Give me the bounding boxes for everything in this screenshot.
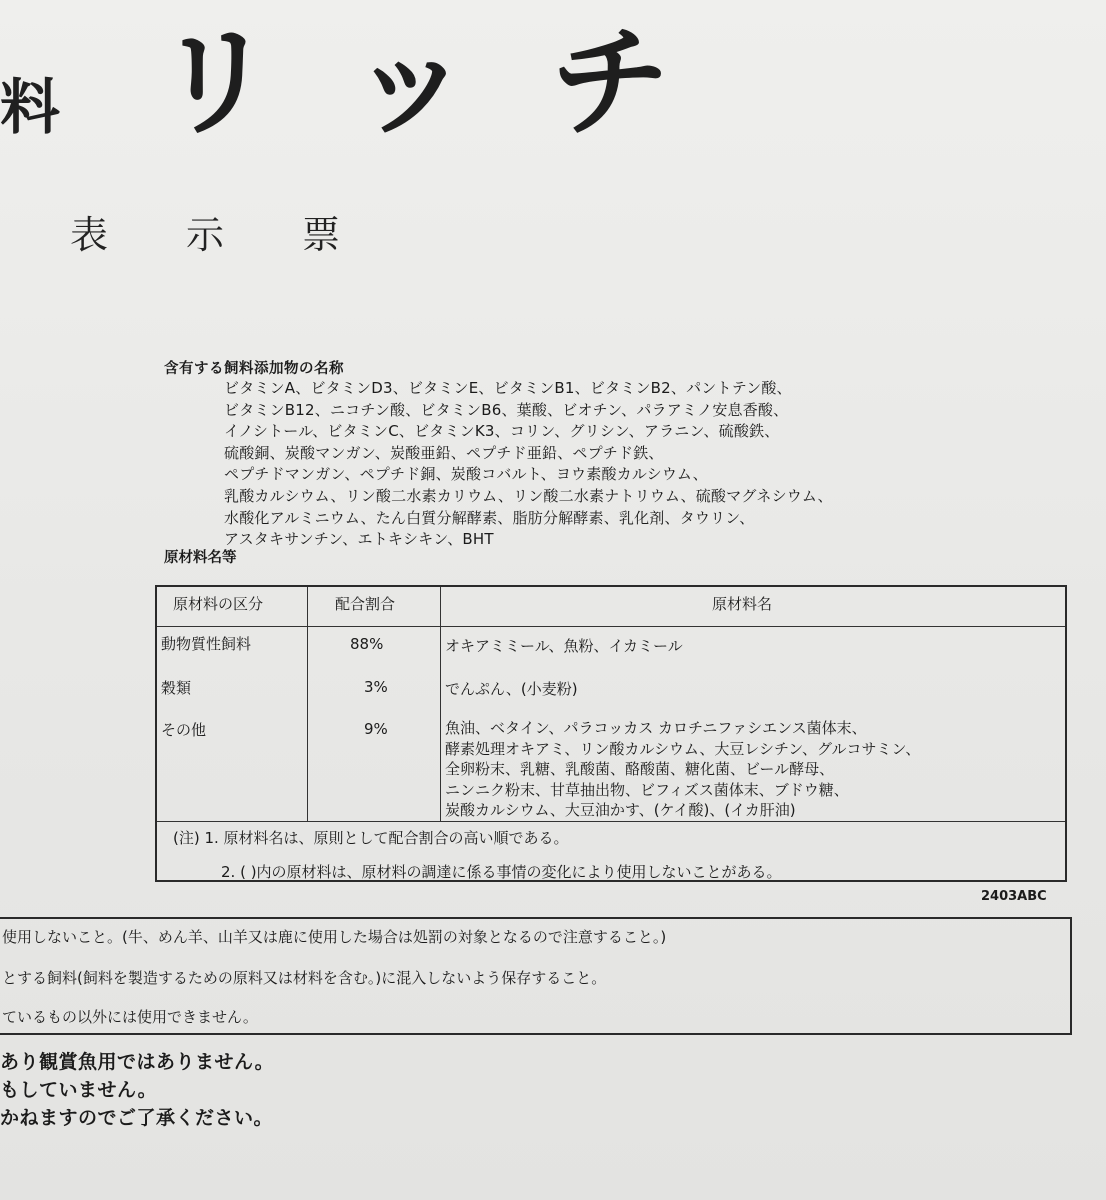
ingredient-line: 全卵粉末、乳糖、乳酸菌、酪酸菌、糖化菌、ビール酵母、: [445, 760, 835, 778]
table-cell-ratio: 88%: [350, 635, 384, 653]
table-header-category: 原材料の区分: [173, 595, 264, 613]
additives-heading: 含有する飼料添加物の名称: [164, 361, 344, 377]
bottom-note: かねますのでご了承ください。: [0, 1107, 274, 1129]
table-cell-names: オキアミミール、魚粉、イカミール: [445, 637, 683, 655]
table-note: (注) 1. 原材料名は、原則として配合割合の高い順である。: [173, 829, 569, 847]
table-cell-category: 穀類: [161, 679, 192, 697]
materials-heading: 原材料名等: [164, 550, 237, 566]
table-cell-category: その他: [161, 721, 207, 739]
additives-line: ペプチドマンガン、ペプチド銅、炭酸コバルト、ヨウ素酸カルシウム、: [224, 465, 708, 484]
additives-line: 水酸化アルミニウム、たん白質分解酵素、脂肪分解酵素、乳化剤、タウリン、: [224, 508, 755, 527]
product-title: リッチ: [155, 14, 751, 153]
warning-line: 使用しないこと。(牛、めん羊、山羊又は鹿に使用した場合は処罰の対象となるので注意すること。): [2, 928, 667, 946]
warning-line: とする飼料(飼料を製造するための原料又は材料を含む。)に混入しないよう保存すること。: [2, 969, 607, 987]
ingredient-line: ニンニク粉末、甘草抽出物、ビフィズス菌体末、ブドウ糖、: [445, 780, 849, 799]
additives-line: 乳酸カルシウム、リン酸二水素カリウム、リン酸二水素ナトリウム、硫酸マグネシウム、: [224, 486, 833, 505]
bottom-note: あり観賞魚用ではありません。: [0, 1051, 275, 1073]
lot-code: 2403ABC: [981, 889, 1047, 904]
additives-line: アスタキサンチン、エトキシキン、BHT: [224, 530, 494, 549]
table-notes-divider: [157, 821, 1065, 822]
table-column-divider: [307, 587, 308, 822]
additives-line: イノシトール、ビタミンC、ビタミンK3、コリン、グリシン、アラニン、硫酸鉄、: [224, 422, 780, 441]
ingredient-line: 酵素処理オキアミ、リン酸カルシウム、大豆レシチン、グルコサミン、: [445, 739, 921, 758]
additives-line: ビタミンA、ビタミンD3、ビタミンE、ビタミンB1、ビタミンB2、パントテン酸、: [224, 379, 792, 397]
table-column-divider: [440, 587, 441, 822]
additives-line: 硫酸銅、炭酸マンガン、炭酸亜鉛、ペプチド亜鉛、ペプチド鉄、: [224, 443, 664, 462]
table-header-names: 原材料名: [712, 595, 773, 613]
warning-line: ているもの以外には使用できません。: [2, 1008, 258, 1026]
warning-box: [0, 917, 1072, 1035]
additives-list: [224, 378, 1004, 551]
table-cell-ratio: 9%: [364, 720, 388, 738]
label-subtitle: 表示票: [70, 213, 419, 257]
table-cell-names: でんぷん、(小麦粉): [445, 680, 578, 698]
materials-table: [155, 585, 1067, 882]
table-cell-category: 動物質性飼料: [161, 635, 252, 653]
table-cell-ratio: 3%: [364, 678, 388, 696]
table-header-ratio: 配合割合: [335, 595, 396, 613]
table-cell-names: [445, 718, 920, 821]
bottom-note: もしていません。: [0, 1079, 158, 1101]
ingredient-line: 炭酸カルシウム、大豆油かす、(ケイ酸)、(イカ肝油): [445, 801, 796, 819]
title-prefix: 料: [0, 73, 60, 143]
table-note: 2. ( )内の原材料は、原材料の調達に係る事情の変化により使用しないことがある。: [221, 863, 782, 881]
ingredient-line: 魚油、ベタイン、パラコッカス カロチニファシエンス菌体末、: [445, 719, 867, 737]
table-header-divider: [157, 626, 1065, 627]
additives-line: ビタミンB12、ニコチン酸、ビタミンB6、葉酸、ビオチン、パラアミノ安息香酸、: [224, 400, 789, 419]
